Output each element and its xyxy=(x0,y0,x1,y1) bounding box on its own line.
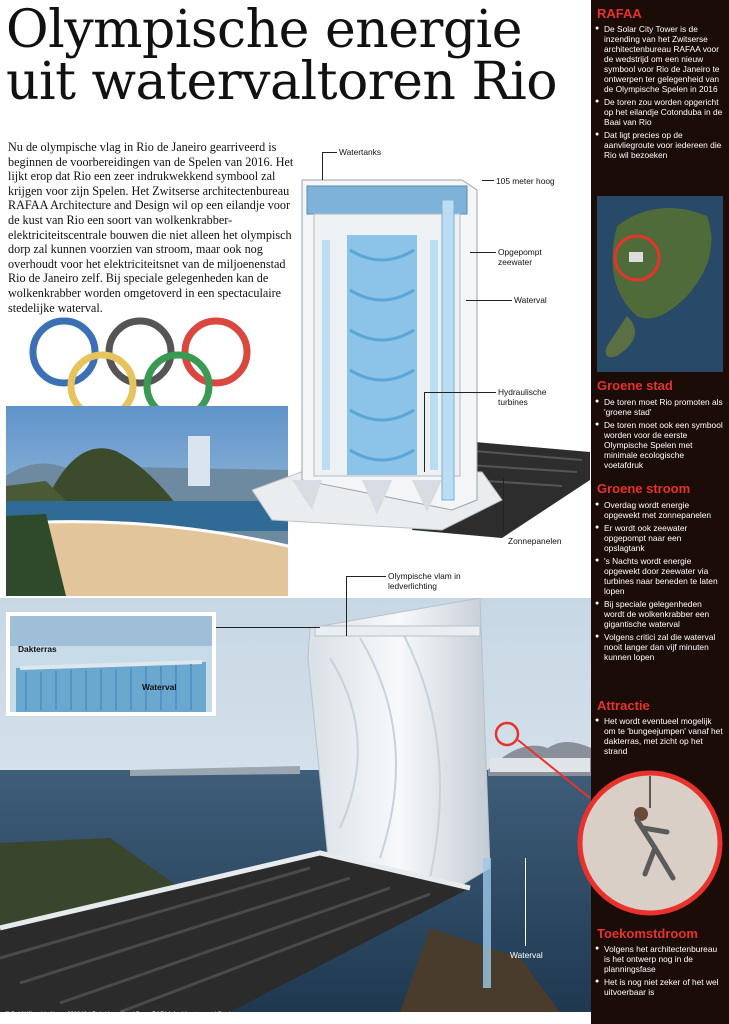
sidebar-heading-green-city: Groene stad xyxy=(597,378,673,393)
list-item: ● De toren moet Rio promoten als 'groene stad' xyxy=(595,397,723,417)
bungee-jumper-photo xyxy=(575,768,725,918)
label-pumped-seawater: Opgepompt zeewater xyxy=(498,247,542,267)
sidebar-heading-future: Toekomstdroom xyxy=(597,926,698,941)
list-item: ● Bij speciale gelegenheden wordt de wolkenkrabber een gigantische waterval xyxy=(595,599,723,629)
leader-waterfall-top xyxy=(466,300,512,301)
leader-watertanks xyxy=(322,152,337,153)
list-item: ● 's Nachts wordt energie opgewekt door zeewater via turbines naar beneden te laten lopen xyxy=(595,556,723,596)
label-watertanks: Watertanks xyxy=(339,147,382,157)
list-item: ● Volgens het architectenbureau is het ontwerp nog in de planningsfase xyxy=(595,944,723,974)
list-item: ● Het is nog niet zeker of het wel uitvoerbaar is xyxy=(595,977,723,997)
sidebar-list-rafaa xyxy=(595,24,723,163)
label-waterfall-bottom: Waterval xyxy=(510,950,543,960)
rio-beach-photo xyxy=(6,406,288,596)
sidebar-list-future xyxy=(595,944,723,1000)
sidebar-list-green-power xyxy=(595,500,723,665)
label-hydraulic-turbines: Hydraulische turbines xyxy=(498,387,547,407)
label-roof-terrace: Dakterras xyxy=(18,644,57,654)
label-solar-panels: Zonnepanelen xyxy=(508,536,562,546)
leader-solar xyxy=(503,478,504,532)
list-item: ● Volgens critici zal die waterval nooit langer dan vijf minuten kunnen lopen xyxy=(595,632,723,662)
list-item: ● De Solar City Tower is de inzending van het Zwitserse architectenbureau RAFAA voor de wedstrijd om een nieuw symbool voor Rio de Janeiro te ontwerpen ter gelegenheid van de Olympische Spelen in 2016 xyxy=(595,24,723,94)
tower-cutaway-illustration xyxy=(252,150,592,550)
leader-pumped xyxy=(470,252,496,253)
list-item: ● Dat ligt precies op de aanvliegroute voor iedereen die Rio wil bezoeken xyxy=(595,130,723,160)
leader-turbines xyxy=(424,392,496,393)
label-olympic-flame: Olympische vlam in ledverlichting xyxy=(388,571,461,591)
leader-watertanks-down xyxy=(322,152,323,180)
credit-line: © DvhN/Graphic News 290912 | Rob Hesseling | Bron: RAFAA Architecture and Design xyxy=(5,1012,237,1018)
leader-flame xyxy=(346,576,386,577)
sidebar-list-attraction xyxy=(595,716,723,759)
list-item: ● De toren zou worden opgericht op het eilandje Cotonduba in de Baai van Rio xyxy=(595,97,723,127)
headline-line-1: Olympische energie xyxy=(6,0,523,60)
list-item: ● Er wordt ook zeewater opgepompt naar een opslagtank xyxy=(595,523,723,553)
leader-waterfall-bottom xyxy=(525,858,526,946)
headline-line-2: uit watervaltoren Rio xyxy=(6,52,558,112)
list-item: ● Overdag wordt energie opgewekt met zonnepanelen xyxy=(595,500,723,520)
roof-terrace-inset xyxy=(6,612,216,716)
label-waterfall-top: Waterval xyxy=(514,295,547,305)
sidebar xyxy=(591,0,729,1024)
sidebar-list-green-city xyxy=(595,397,723,473)
label-height: 105 meter hoog xyxy=(496,176,555,186)
island-aerial-photo xyxy=(597,196,723,372)
leader-height xyxy=(482,180,494,181)
list-item: ● De toren moet ook een symbool worden voor de eerste Olympische Spelen met minimale ecologische voetafdruk xyxy=(595,420,723,470)
sidebar-heading-rafaa: RAFAA xyxy=(597,6,642,21)
leader-roof-terrace xyxy=(216,627,320,628)
label-inset-waterfall: Waterval xyxy=(142,682,177,692)
list-item: ● Het wordt eventueel mogelijk om te 'bungeejumpen' vanaf het dakterras, met zicht op het strand xyxy=(595,716,723,756)
leader-turbines-down xyxy=(424,392,425,472)
sidebar-heading-green-power: Groene stroom xyxy=(597,481,691,496)
headline xyxy=(6,0,591,112)
leader-flame-down xyxy=(346,576,347,636)
sidebar-heading-attraction: Attractie xyxy=(597,698,650,713)
intro-text: Nu de olympische vlag in Rio de Janeiro gearriveerd is beginnen de voorbereidingen van de Spelen van 2016. Het lijkt erop dat Rio een zeer indrukwekkend symbool zal krijgen voor zijn Spelen. Het Zwitserse architectenbureau RAFAA Architecture and Design wil op een eilandje voor de kust van Rio een soort van wolkenkrabber-elektriciteitscentrale bouwen die niet alleen het olympisch dorp zal kunnen voorzien van stroom, maar ook nog overhoudt voor het elektriciteitsnet van de miljoenenstad Rio de Janeiro zelf. Bij speciale gelegenheden kan de wolkenkrabber worden omgetoverd in een spectaculaire stedelijke waterval. xyxy=(8,140,294,315)
